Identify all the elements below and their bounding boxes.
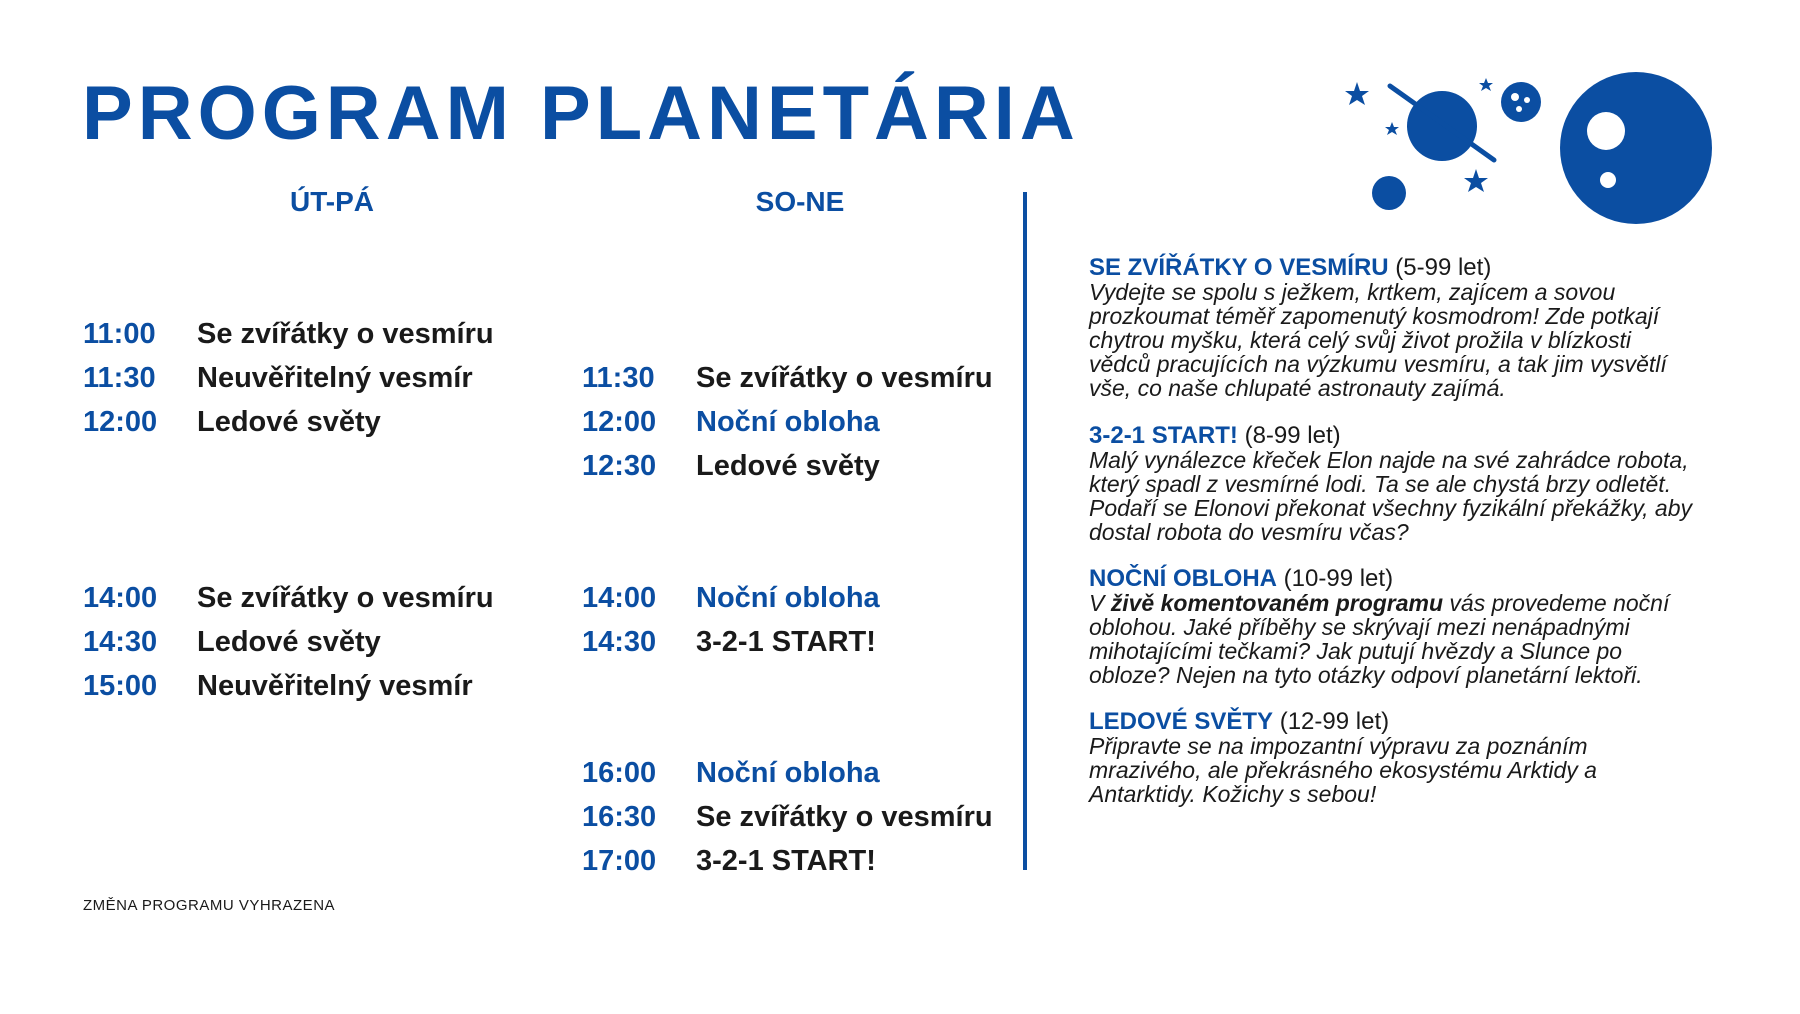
slot-show: Se zvířátky o vesmíru (197, 581, 494, 614)
star-icon (1464, 169, 1488, 192)
schedule-row (83, 400, 381, 444)
schedule-row (582, 839, 876, 883)
description-line: Antarktidy. Kožichy s sebou! (1089, 781, 1377, 807)
slot-show: 3-2-1 START! (696, 625, 876, 658)
description-line: Vydejte se spolu s ježkem, krtkem, zajícem a sovou (1089, 279, 1616, 305)
moon-icon (1372, 176, 1406, 210)
slot-show: Ledové světy (696, 449, 880, 482)
slot-show: Neuvěřitelný vesmír (197, 361, 473, 394)
description-emphasis: živě komentovaném programu (1110, 590, 1444, 616)
description-block (1089, 424, 1779, 544)
description-block (1089, 710, 1779, 806)
slot-time: 14:00 (83, 581, 158, 614)
slot-time: 11:00 (83, 317, 156, 350)
slot-time: 12:00 (582, 405, 657, 438)
slot-time: 14:30 (582, 625, 657, 658)
slot-time: 16:00 (582, 756, 657, 789)
slot-show: Se zvířátky o vesmíru (197, 317, 494, 350)
description-heading (1089, 567, 1779, 591)
description-text (1089, 591, 1779, 687)
schedule-row (83, 664, 473, 708)
description-lead: V (1089, 590, 1111, 616)
space-illustration (1330, 60, 1730, 235)
schedule-row (582, 795, 993, 839)
slot-time: 12:30 (582, 449, 657, 482)
description-block (1089, 567, 1779, 687)
slot-show: Se zvířátky o vesmíru (696, 800, 993, 833)
weekday-column-header: ÚT-PÁ (290, 186, 374, 217)
slot-show: Se zvířátky o vesmíru (696, 361, 993, 394)
description-line: který spadl z vesmírné lodi. Ta se ale chystá brzy odletět. (1089, 471, 1672, 497)
slot-show: Noční obloha (696, 405, 880, 438)
description-line: chytrou myšku, která celý svůj život prožila v blízkosti (1089, 327, 1631, 353)
description-line: Podaří se Elonovi překonat všechny fyzikální překážky, aby (1089, 495, 1692, 521)
page-title: PROGRAM PLANETÁRIA (82, 71, 1080, 156)
description-line: mrazivého, ale překrásného ekosystému Arktidy a (1089, 757, 1597, 783)
slot-show: 3-2-1 START! (696, 844, 876, 877)
slot-show: Ledové světy (197, 625, 381, 658)
schedule-row (83, 620, 381, 664)
schedule-row (582, 620, 876, 664)
schedule-row (83, 312, 494, 356)
description-block (1089, 256, 1779, 400)
description-heading (1089, 710, 1779, 734)
description-line: vědců pracujících na výzkumu vesmíru, a tak jim vysvětlí (1089, 351, 1667, 377)
slot-time: 11:30 (83, 361, 156, 394)
schedule-row (582, 576, 880, 620)
schedule-row (582, 751, 880, 795)
description-line (1089, 591, 1779, 615)
description-line: prozkoumat téměř zapomenutý kosmodrom! Zde potkají (1089, 303, 1660, 329)
column-divider (1023, 192, 1027, 870)
schedule-row (582, 400, 880, 444)
star-icon (1385, 122, 1399, 135)
planet-ring-icon (1390, 86, 1494, 161)
description-line: dostal robota do vesmíru včas? (1089, 519, 1409, 545)
slot-time: 12:00 (83, 405, 158, 438)
slot-time: 16:30 (582, 800, 657, 833)
description-age: (5-99 let) (1395, 254, 1492, 281)
description-age: (8-99 let) (1244, 422, 1341, 449)
slot-time: 15:00 (83, 669, 158, 702)
schedule-row (83, 576, 494, 620)
description-text (1089, 448, 1779, 544)
description-text (1089, 280, 1779, 400)
weekend-column-header: SO-NE (755, 186, 845, 217)
slot-time: 17:00 (582, 844, 657, 877)
schedule-row (582, 356, 993, 400)
slot-time: 14:30 (83, 625, 158, 658)
description-line: vše, co naše chlupaté astronauty zajímá. (1089, 375, 1506, 401)
schedule-row (83, 356, 473, 400)
description-line: Malý vynálezce křeček Elon najde na své zahrádce robota, (1089, 447, 1689, 473)
slot-show: Ledové světy (197, 405, 381, 438)
slot-show: Noční obloha (696, 756, 880, 789)
slot-time: 14:00 (582, 581, 657, 614)
description-age: (10-99 let) (1283, 565, 1394, 592)
description-line: oblohou. Jaké příběhy se skrývají mezi nenápadnými (1089, 614, 1630, 640)
description-title: 3-2-1 START! (1089, 422, 1238, 449)
description-title: SE ZVÍŘÁTKY O VESMÍRU (1089, 254, 1389, 281)
large-planet-icon (1560, 72, 1712, 224)
description-line: obloze? Nejen na tyto otázky odpoví planetární lektoři. (1089, 662, 1643, 688)
description-text (1089, 734, 1779, 806)
schedule-row (582, 444, 880, 488)
description-line: mihotajícími tečkami? Jak putují hvězdy a Slunce po (1089, 638, 1623, 664)
slot-show: Neuvěřitelný vesmír (197, 669, 473, 702)
description-heading (1089, 256, 1779, 280)
planet-dots-icon (1501, 82, 1541, 122)
footer-note: ZMĚNA PROGRAMU VYHRAZENA (83, 897, 336, 914)
description-title: LEDOVÉ SVĚTY (1089, 708, 1274, 735)
star-icon (1479, 78, 1493, 91)
description-age: (12-99 let) (1279, 708, 1390, 735)
slot-show: Noční obloha (696, 581, 880, 614)
description-lead-rest: vás provedeme noční (1443, 590, 1670, 616)
description-title: NOČNÍ OBLOHA (1089, 565, 1277, 592)
description-line: Připravte se na impozantní výpravu za poznáním (1089, 733, 1588, 759)
description-heading (1089, 424, 1779, 448)
slot-time: 11:30 (582, 361, 655, 394)
star-icon (1345, 82, 1369, 105)
